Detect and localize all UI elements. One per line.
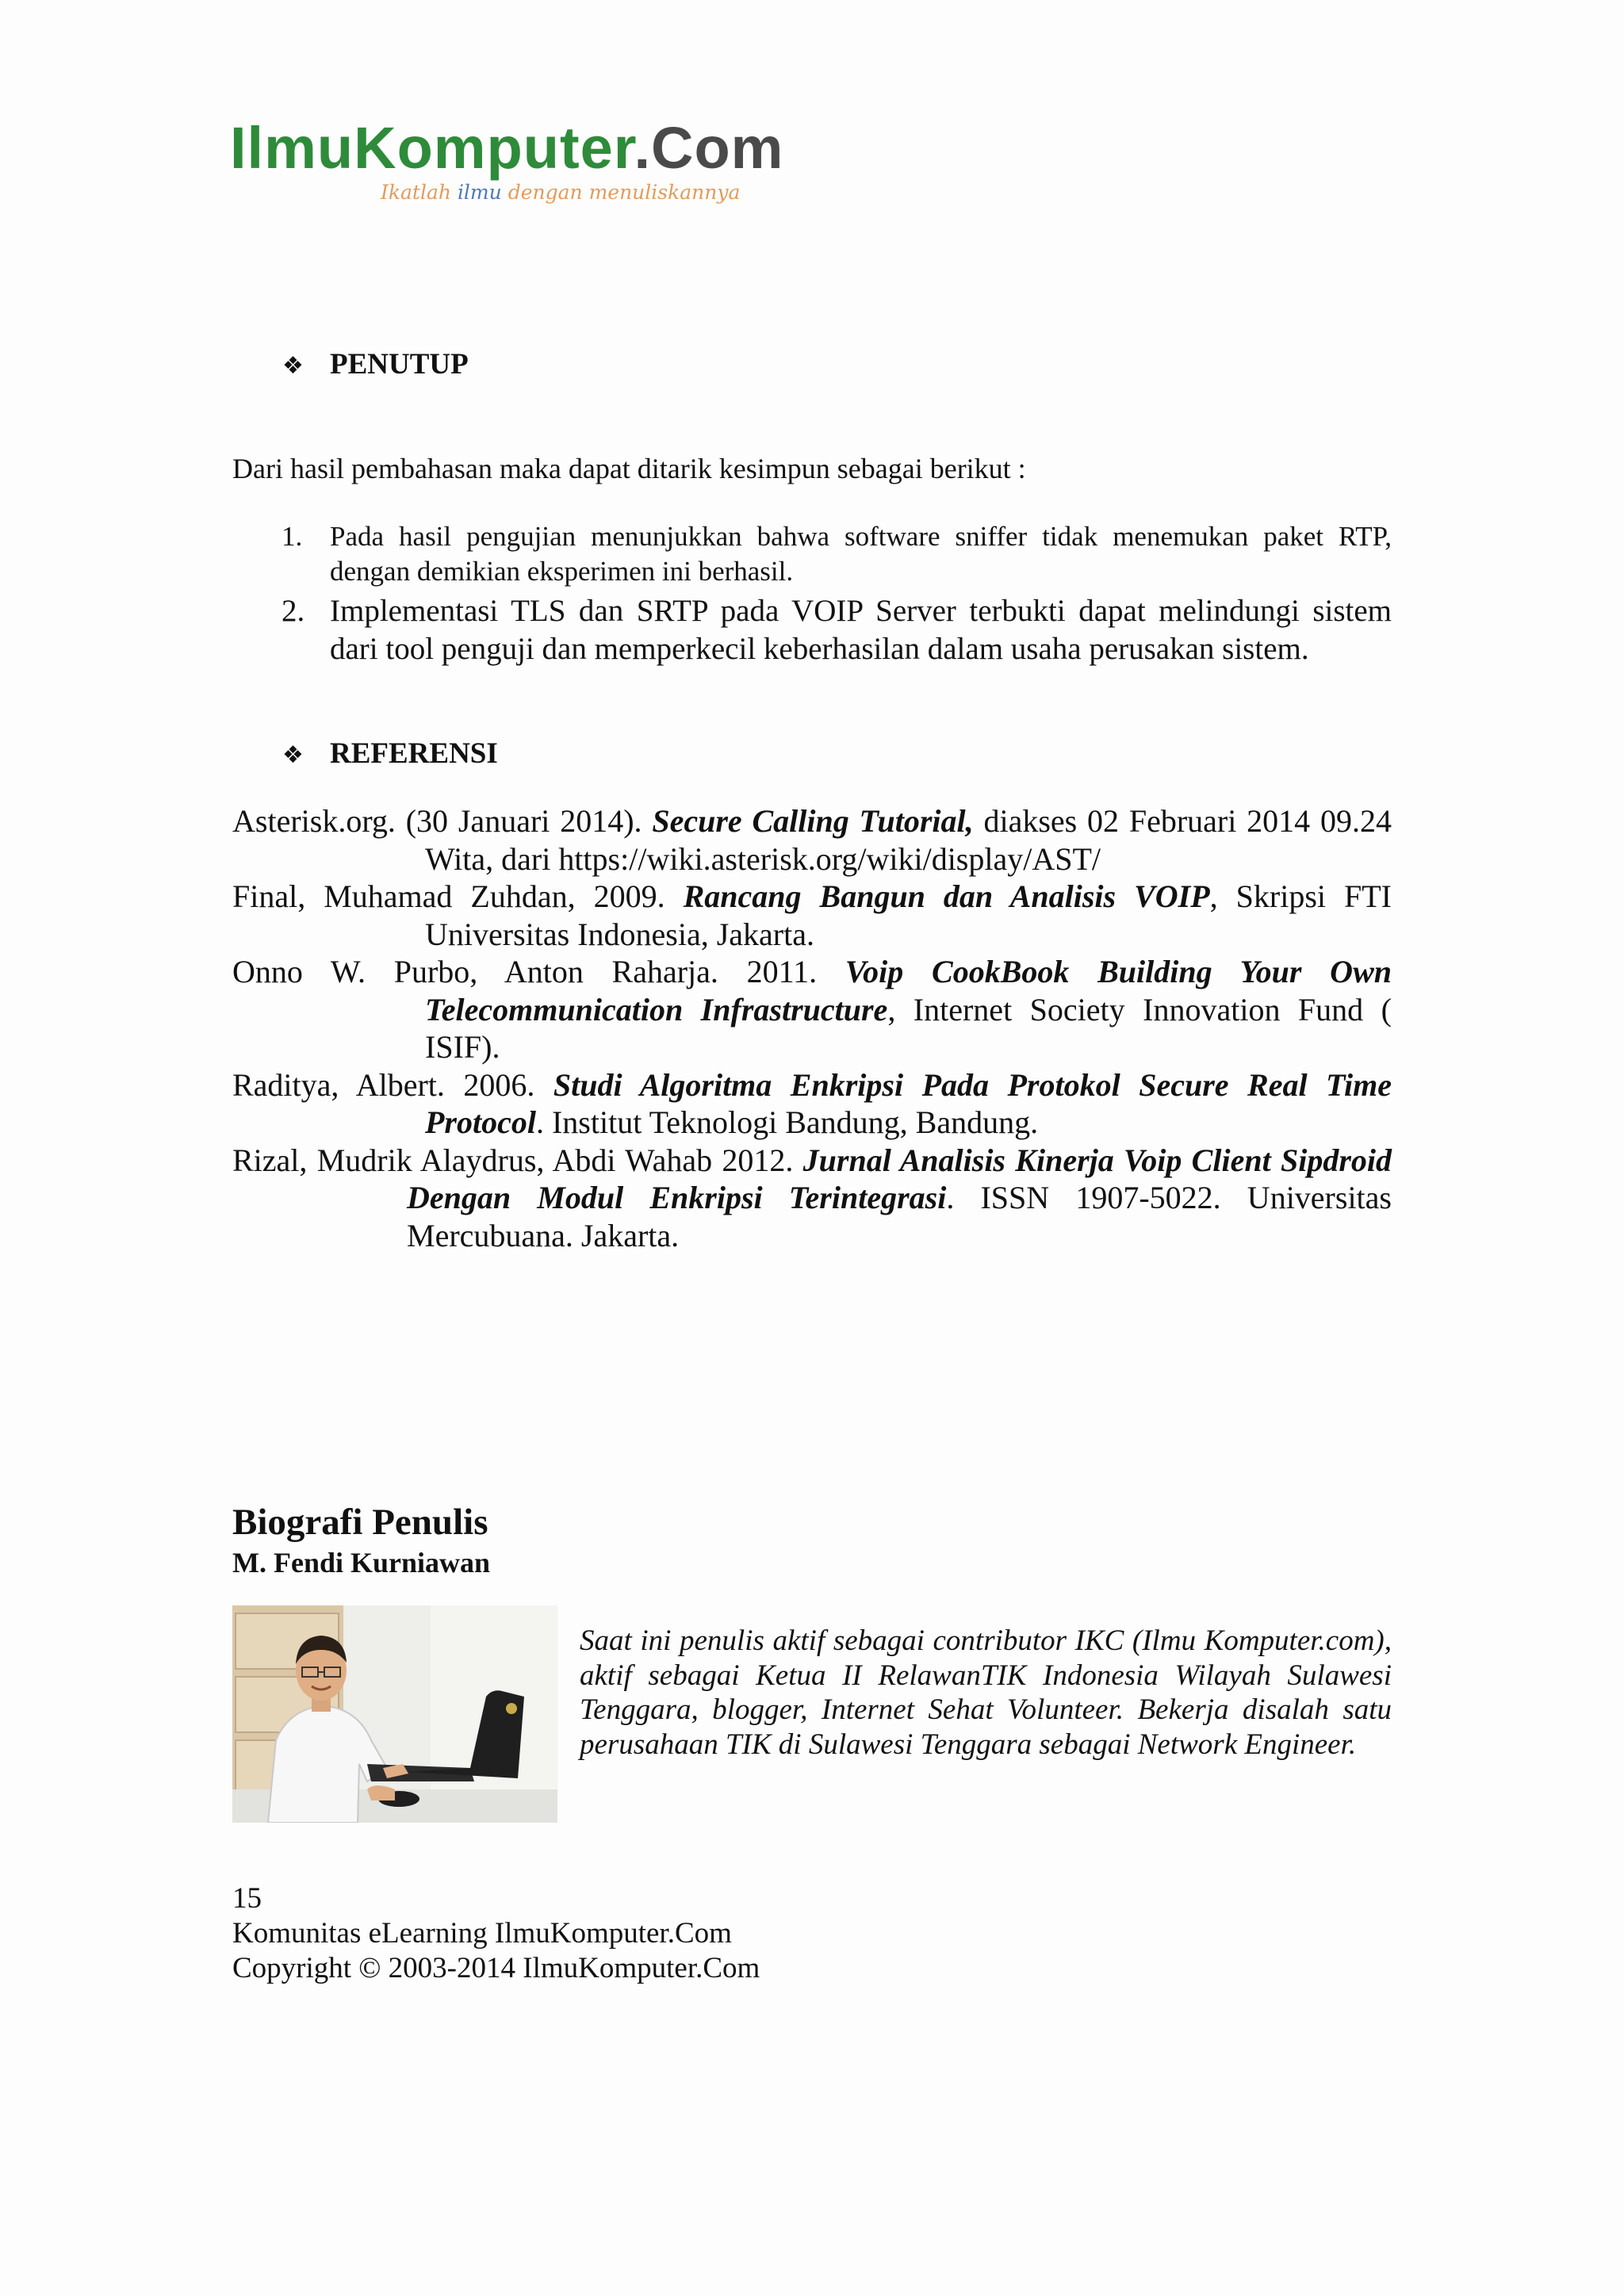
- reference-list: [232, 802, 1392, 1254]
- author-name: M. Fendi Kurniawan: [232, 1547, 491, 1578]
- reference-title: Jurnal Analisis Kinerja Voip Client Sipdroid Dengan Modul Enkripsi Terintegrasi: [407, 1142, 1392, 1215]
- reference-authors: Asterisk.org. (30 Januari 2014).: [232, 803, 653, 839]
- list-number: 1.: [282, 521, 303, 552]
- reference-item: [232, 1066, 1392, 1142]
- page-footer: [232, 1881, 760, 1986]
- reference-title: Voip CookBook Building Your Own Telecommunication Infrastructure: [425, 954, 1392, 1027]
- reference-authors: Final, Muhamad Zuhdan, 2009.: [232, 878, 684, 914]
- page-number: 15: [232, 1882, 262, 1915]
- reference-title: Secure Calling Tutorial,: [652, 803, 974, 839]
- reference-authors: Raditya, Albert. 2006.: [232, 1066, 553, 1103]
- reference-item: [232, 953, 1392, 1066]
- reference-item: [232, 802, 1392, 878]
- penutup-heading-text: PENUTUP: [330, 348, 469, 381]
- author-photo: [232, 1605, 557, 1823]
- referensi-heading: [282, 737, 498, 771]
- diamond-bullet-icon: ❖: [282, 352, 304, 380]
- reference-item: [232, 1142, 1392, 1255]
- tagline-word-2: ilmu: [457, 181, 502, 204]
- logo-part-com: .Com: [634, 115, 784, 181]
- list-item-text: Implementasi TLS dan SRTP pada VOIP Server terbukti dapat melindungi sistem dari tool penguji dan memperkecil keberhasilan dalam usaha perusakan sistem.: [330, 594, 1392, 666]
- tagline-word-3: dengan: [508, 181, 583, 204]
- tagline-word-4: menuliskannya: [588, 181, 741, 204]
- referensi-heading-text: REFERENSI: [330, 737, 498, 770]
- conclusion-list: [232, 519, 1392, 668]
- reference-authors: Onno W. Purbo, Anton Raharja. 2011.: [232, 954, 845, 989]
- reference-details: , Skripsi FTI Universitas Indonesia, Jakarta.: [425, 878, 1392, 952]
- diamond-bullet-icon: ❖: [282, 741, 304, 769]
- reference-details: . Institut Teknologi Bandung, Bandung.: [535, 1104, 1039, 1140]
- biography-text: Saat ini penulis aktif sebagai contributor IKC (Ilmu Komputer.com), aktif sebagai Ketua II RelawanTIK Indonesia Wilayah Sulawesi Tenggara, blogger, Internet Sehat Volunteer. Bekerja disalah satu perusahaan TIK di Sulawesi Tenggara sebagai Network Engineer.: [580, 1624, 1392, 1761]
- logo-wordmark: [230, 115, 784, 181]
- biography-title: Biografi Penulis: [232, 1502, 488, 1543]
- reference-details: . ISSN 1907-5022. Universitas Mercubuana. Jakarta.: [407, 1180, 1392, 1253]
- reference-title: Rancang Bangun dan Analisis VOIP: [683, 878, 1210, 914]
- reference-item: [232, 878, 1392, 953]
- reference-details: , Internet Society Innovation Fund ( ISIF).: [425, 991, 1392, 1065]
- site-logo: [230, 115, 784, 204]
- reference-details: diakses 02 Februari 2014 09.24 Wita, dari https://wiki.asterisk.org/wiki/display/AST/: [425, 803, 1392, 877]
- penutup-heading: [282, 347, 469, 381]
- footer-community: Komunitas eLearning IlmuKomputer.Com: [232, 1917, 732, 1950]
- logo-part-komputer: Komputer: [354, 115, 634, 181]
- footer-copyright: Copyright © 2003-2014 IlmuKomputer.Com: [232, 1952, 760, 1984]
- penutup-intro: Dari hasil pembahasan maka dapat ditarik kesimpun sebagai berikut :: [232, 453, 1026, 484]
- tagline-word-1: Ikatlah: [381, 181, 451, 204]
- reference-authors: Rizal, Mudrik Alaydrus, Abdi Wahab 2012.: [232, 1142, 803, 1178]
- author-photo-illustration: [232, 1605, 557, 1823]
- list-item: [232, 592, 1392, 668]
- list-item-text: Pada hasil pengujian menunjukkan bahwa software sniffer tidak menemukan paket RTP, dengan demikian eksperimen ini berhasil.: [330, 521, 1392, 587]
- list-item: [232, 519, 1392, 589]
- logo-part-ilmu: Ilmu: [230, 115, 354, 181]
- list-number: 2.: [282, 594, 305, 628]
- reference-title: Studi Algoritma Enkripsi Pada Protokol Secure Real Time Protocol: [425, 1066, 1392, 1140]
- logo-tagline: [381, 181, 741, 204]
